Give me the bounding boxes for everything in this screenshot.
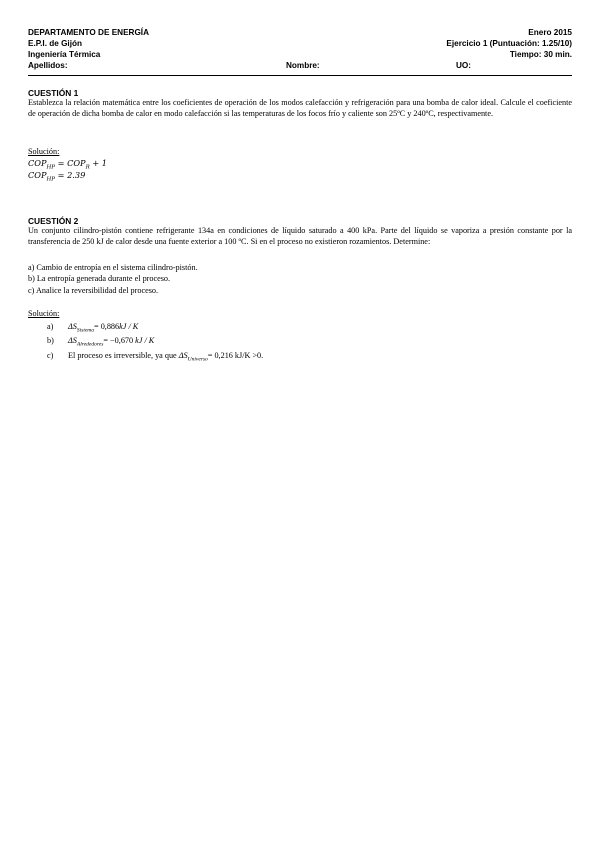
header-row-4 xyxy=(28,61,572,71)
school: E.P.I. de Gijón xyxy=(28,39,82,48)
header-divider xyxy=(28,75,572,76)
q1-equation-1: $COP_{HP} = COP_R + 1$ xyxy=(28,158,108,171)
q1-statement: Establezca la relación matemática entre los coeficientes de operación de los modos calefacción y refrigeración para una bomba de calor ideal. Calcule el coeficiente de operación de dicha bomba de calor en modo calefacción si las temperaturas de los focos frío y caliente son 25ºC y 240ºC, respectivamente. xyxy=(28,98,572,118)
q1-solution-label: Solución: xyxy=(28,147,60,156)
q2-item-c: c) Analice la reversibilidad del proceso. xyxy=(28,286,159,295)
surname-label: Apellidos: xyxy=(28,61,68,70)
q2-solution-label: Solución: xyxy=(28,309,60,318)
exercise-score: Ejercicio 1 (Puntuación: 1.25/10) xyxy=(446,39,572,48)
department: DEPARTAMENTO DE ENERGÍA xyxy=(28,28,149,37)
q2-answer-c: c) El proceso es irreversible, ya que $\Delta S_{Universo}= 0,216$ kJ/K >0. xyxy=(47,351,264,363)
subject: Ingeniería Térmica xyxy=(28,50,101,59)
uo-label: UO: xyxy=(456,61,472,70)
header-row-1 xyxy=(28,28,572,38)
name-label: Nombre: xyxy=(286,61,320,70)
exam-time: Tiempo: 30 min. xyxy=(509,50,572,59)
exam-date: Enero 2015 xyxy=(528,28,572,37)
q2-statement: Un conjunto cilindro-pistón contiene refrigerante 134a en condiciones de líquido saturado a 400 kPa. Parte del líquido se vaporiza a presión constante por la transferencia de 250 kJ de calor desde una fuente exterior a 100 ºC. Si en el proceso no existieron rozamientos. Determine: xyxy=(28,226,572,246)
q2-answer-a: a) $\Delta S_{Sistema}= 0,886kJ / K$ xyxy=(47,322,139,334)
q2-title: CUESTIÓN 2 xyxy=(28,216,79,226)
q2-item-a: a) Cambio de entropía en el sistema cilindro-pistón. xyxy=(28,263,198,272)
q1-equation-2: $COP_{HP} = 2.39$ xyxy=(28,170,86,183)
q1-title: CUESTIÓN 1 xyxy=(28,88,79,98)
header-row-3 xyxy=(28,50,572,60)
q2-item-b: b) La entropía generada durante el proceso. xyxy=(28,274,171,283)
q2-answer-b: b) $\Delta S_{Alrededores}= -0,670$ kJ / K xyxy=(47,336,155,348)
header-row-2 xyxy=(28,39,572,49)
